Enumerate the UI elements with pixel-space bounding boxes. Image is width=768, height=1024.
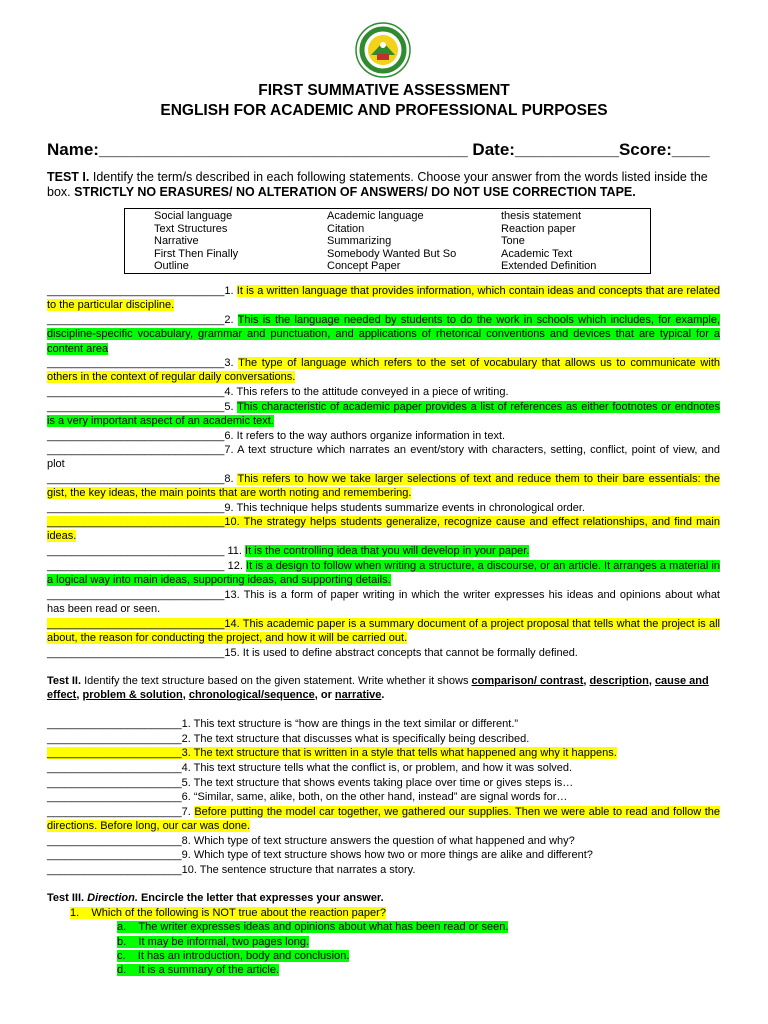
name-label: Name: — [47, 140, 99, 159]
question-text: This is the language needed by students to do the work in schools which includes, for example, discipline-specific vocabulary, grammar and punctuation, and applications of rhetorical conventions and devices that are typical for a content area — [47, 314, 720, 355]
choice-text: It is a summary of the article. — [138, 964, 280, 976]
word-box — [124, 208, 651, 274]
question-number: 6. — [181, 791, 194, 803]
question-text: This characteristic of academic paper provides a list of references as either footnotes or endnotes is a very important aspect of an academic text. — [47, 401, 721, 428]
separator: , — [648, 675, 655, 687]
question-text: It is the controlling idea that you will develop in your paper. — [245, 545, 530, 557]
score-blank: ____ — [671, 140, 710, 159]
question-text: This academic paper is a summary document of a project proposal that tells what the project is all about, the reason for conducting the project, and how it will be carried out. — [47, 618, 720, 645]
choice-letter: b. — [117, 936, 127, 948]
question-number: 3. — [224, 357, 239, 369]
question-row — [47, 356, 720, 385]
answer-blank[interactable]: _____________________________ — [47, 386, 225, 398]
question-number: 9. — [224, 502, 237, 514]
question-row — [47, 501, 720, 515]
word-box-term: Somebody Wanted But So — [327, 247, 457, 260]
question-row — [47, 515, 720, 544]
choice-letter: a. — [117, 921, 127, 933]
question-text: It is a design to follow when writing a structure, a discourse, or an article. It arranges a material in a logical way into main ideas, supporting ideas, and supporting details. — [47, 560, 721, 587]
answer-blank[interactable]: ______________________ — [47, 835, 182, 847]
test2-label: Test II. — [47, 675, 82, 687]
question-row — [47, 472, 720, 501]
question-row — [47, 732, 720, 746]
question-number: 10. — [224, 516, 244, 528]
separator: , — [76, 689, 83, 702]
choice-text: It may be informal, two pages long. — [138, 936, 310, 948]
question-text: Which type of text structure answers the question of what happened and why? — [193, 835, 575, 847]
word-box-term: Summarizing — [327, 235, 392, 248]
answer-blank[interactable]: _____________________________ — [47, 473, 225, 485]
answer-blank[interactable]: _____________________________ — [47, 357, 225, 369]
answer-blank[interactable]: _____________________________ — [47, 516, 225, 528]
answer-blank[interactable]: _____________________________ — [47, 545, 225, 557]
question-text: It is a written language that provides information, which contain ideas and concepts that are related to the particular discipline. — [47, 285, 721, 312]
question-number: 7. — [224, 444, 238, 456]
question-row — [47, 863, 720, 877]
question-row — [47, 385, 720, 399]
test2-instruction-text: Identify the text structure based on the given statement. Write whether it shows — [81, 675, 472, 687]
question-number: 13. — [224, 589, 244, 601]
question-number: 1. — [224, 285, 237, 297]
choice-c[interactable] — [117, 949, 349, 963]
question-number: 3. — [181, 747, 194, 759]
question-row — [47, 617, 720, 646]
option-cause-effect: cause and effect — [47, 675, 709, 702]
test1-strict-notice: STRICTLY NO ERASURES/ NO ALTERATION OF ANSWERS/ DO NOT USE CORRECTION TAPE. — [74, 184, 636, 199]
name-date-score-line — [47, 140, 710, 160]
question-number: 7. — [181, 806, 195, 818]
question-text: The text structure that discusses what is specifically being described. — [193, 733, 530, 745]
question-text: Before putting the model car together, we gathered our supplies. Then we were able to read and follow the directions. Before long, our car was done. — [47, 806, 721, 833]
test3-label: Test III. — [47, 892, 85, 904]
question-number: 5. — [181, 777, 194, 789]
question-text: The text structure that shows events taking place over time or gives steps is… — [193, 777, 574, 789]
school-logo — [355, 22, 411, 78]
word-box-term: Reaction paper — [501, 222, 576, 235]
date-blank: ___________ — [514, 140, 619, 159]
answer-blank[interactable]: _____________________________ — [47, 444, 225, 456]
question-number: 10. — [181, 864, 200, 876]
question-text: The type of language which refers to the set of vocabulary that allows us to communicate with others in the context of regular daily conversations. — [47, 357, 720, 384]
question-row — [47, 429, 720, 443]
word-box-term: Tone — [501, 235, 525, 248]
test3-direction: Direction. — [87, 892, 138, 904]
choice-d[interactable] — [117, 963, 279, 977]
question-number: 4. — [224, 386, 237, 398]
separator: , or — [314, 689, 335, 702]
question-text: It is used to define abstract concepts that cannot be formally defined. — [242, 647, 578, 659]
name-blank: _______________________________________ — [98, 140, 468, 159]
test2-instructions — [47, 674, 720, 703]
question-number: 2. — [224, 314, 238, 326]
question-row — [47, 746, 720, 760]
word-box-term: Social language — [154, 210, 233, 222]
word-box-term: Extended Definition — [501, 260, 597, 273]
question-row — [47, 761, 720, 775]
question-row — [47, 805, 720, 834]
question-text: “Similar, same, alike, both, on the other hand, instead” are signal words for… — [193, 791, 568, 803]
answer-blank[interactable]: _____________________________ — [47, 589, 225, 601]
question-row — [47, 443, 720, 472]
test1-instructions — [47, 170, 722, 199]
question-number: 2. — [181, 733, 194, 745]
choice-a[interactable] — [117, 920, 508, 934]
option-chronological: chronological/sequence — [188, 689, 315, 702]
word-box-column-1 — [154, 210, 238, 273]
question-number: 15. — [224, 647, 243, 659]
question-text: Which type of text structure shows how two or more things are alike and different? — [193, 849, 593, 861]
question-text: The sentence structure that narrates a story. — [199, 864, 416, 876]
title-line-1: FIRST SUMMATIVE ASSESSMENT — [258, 82, 510, 99]
separator: , — [583, 675, 590, 687]
choice-b[interactable] — [117, 935, 309, 949]
question-number: 12. — [224, 560, 247, 572]
question-text: A text structure which narrates an event/story with characters, setting, conflict, point of view, and plot — [47, 444, 720, 471]
word-box-term: Outline — [154, 260, 189, 273]
question-row — [47, 848, 720, 862]
question-row — [47, 284, 720, 313]
answer-blank[interactable]: _____________________________ — [47, 502, 225, 514]
question-row — [47, 559, 720, 588]
question-text: Which of the following is NOT true about the reaction paper? — [91, 907, 386, 919]
answer-blank[interactable]: ______________________ — [47, 849, 182, 861]
choice-letter: d. — [117, 964, 127, 976]
answer-blank[interactable]: _____________________________ — [47, 285, 225, 297]
separator: . — [381, 689, 385, 702]
date-label: Date: — [467, 140, 515, 159]
answer-blank[interactable]: _____________________________ — [47, 430, 225, 442]
test1-instruction-text: Identify the term/s described in each following statements. Choose your answer from the words listed inside the box. — [47, 170, 708, 199]
question-text: This text structure is “how are things in the text similar or different.” — [193, 718, 519, 730]
question-row — [47, 588, 720, 617]
word-box-term: Academic Text — [501, 247, 573, 260]
question-text: It refers to the way authors organize information in text. — [236, 430, 506, 442]
answer-blank[interactable]: ______________________ — [47, 733, 182, 745]
question-row — [47, 776, 720, 790]
question-number: 14. — [224, 618, 243, 630]
option-narrative: narrative — [334, 689, 382, 702]
choice-letter: c. — [117, 950, 126, 962]
question-number: 5. — [224, 401, 238, 413]
answer-blank[interactable]: _____________________________ — [47, 647, 225, 659]
question-text: This text structure tells what the conflict is, or problem, and how it was solved. — [193, 762, 573, 774]
answer-blank[interactable]: ______________________ — [47, 864, 182, 876]
word-box-term: thesis statement — [501, 210, 582, 222]
option-comparison: comparison/ contrast — [471, 675, 584, 687]
choice-text: The writer expresses ideas and opinions about what has been read or seen. — [138, 921, 509, 933]
question-row — [47, 790, 720, 804]
test3-instruction-text: Encircle the letter that expresses your answer. — [137, 892, 384, 904]
question-text: The strategy helps students generalize, recognize cause and effect relationships, and find main ideas. — [47, 516, 720, 543]
option-description: description — [589, 675, 649, 687]
question-1 — [70, 906, 386, 920]
word-box-term: Concept Paper — [327, 260, 401, 273]
question-number: 8. — [224, 473, 238, 485]
question-number: 1. — [181, 718, 194, 730]
answer-blank[interactable]: _____________________________ — [47, 618, 225, 630]
option-problem-solution: problem & solution — [82, 689, 183, 702]
question-text: This refers to how we take larger selections of text and reduce them to their bare essentials: the gist, the key ideas, the main points that are worth noting and remembering. — [47, 473, 720, 500]
question-number: 6. — [224, 430, 237, 442]
title-line-2: ENGLISH FOR ACADEMIC AND PROFESSIONAL PURPOSES — [160, 102, 608, 119]
word-box-term: Academic language — [327, 210, 424, 222]
question-row — [47, 646, 720, 660]
answer-blank[interactable]: ______________________ — [47, 791, 182, 803]
answer-blank[interactable]: ______________________ — [47, 762, 182, 774]
answer-blank[interactable]: ______________________ — [47, 718, 182, 730]
separator: , — [182, 689, 189, 702]
question-text: The text structure that is written in a style that tells what happened ang why it happens. — [193, 747, 617, 759]
word-box-term: First Then Finally — [154, 247, 239, 260]
test1-label: TEST I. — [47, 170, 90, 184]
word-box-column-2 — [327, 210, 456, 273]
answer-blank[interactable]: _____________________________ — [47, 314, 225, 326]
score-label: Score: — [618, 140, 672, 159]
word-box-column-3 — [501, 210, 596, 273]
question-row — [47, 313, 720, 356]
question-number: 8. — [181, 835, 194, 847]
question-number: 1. — [70, 907, 80, 919]
choice-text: It has an introduction, body and conclusion. — [137, 950, 350, 962]
question-text: This refers to the attitude conveyed in a piece of writing. — [236, 386, 509, 398]
question-row — [47, 544, 720, 558]
answer-blank[interactable]: ______________________ — [47, 806, 182, 818]
word-box-term: Text Structures — [154, 222, 228, 235]
answer-blank[interactable]: _____________________________ — [47, 560, 225, 572]
word-box-term: Narrative — [154, 235, 199, 248]
question-row — [47, 400, 720, 429]
answer-blank[interactable]: _____________________________ — [47, 401, 225, 413]
question-number: 9. — [181, 849, 194, 861]
question-row — [47, 717, 720, 731]
test3-instructions — [47, 891, 384, 905]
question-row — [47, 834, 720, 848]
word-box-term: Citation — [327, 222, 365, 235]
answer-blank[interactable]: ______________________ — [47, 777, 182, 789]
question-number: 4. — [181, 762, 194, 774]
question-text: This is a form of paper writing in which the writer expresses his ideas and opinions about what has been read or seen. — [47, 589, 720, 616]
question-number: 11. — [224, 545, 246, 557]
question-text: This technique helps students summarize events in chronological order. — [236, 502, 585, 514]
answer-blank[interactable]: ______________________ — [47, 747, 182, 759]
